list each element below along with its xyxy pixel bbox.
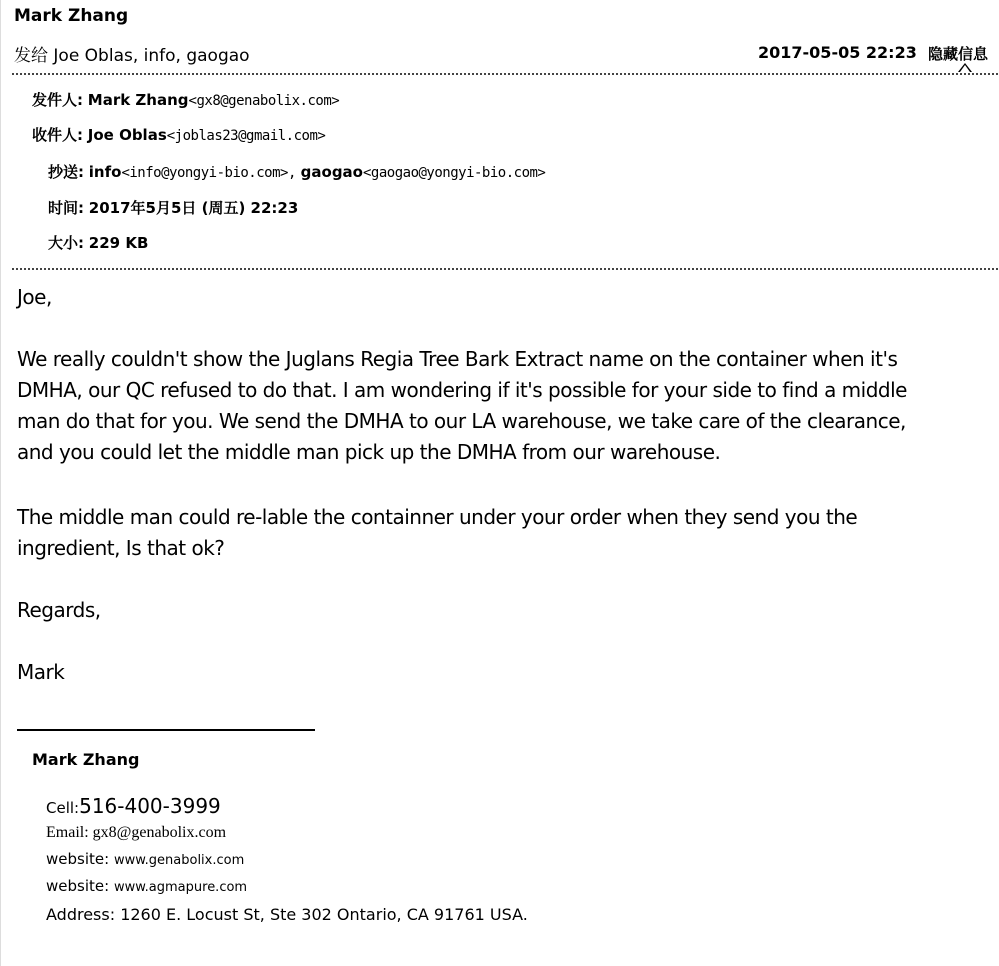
- from-address[interactable]: <gx8@genabolix.com>: [188, 93, 340, 109]
- signature-website-1: [46, 850, 244, 868]
- cc-name-2[interactable]: gaogao: [300, 163, 363, 181]
- website-link[interactable]: www.agmapure.com: [113, 880, 248, 895]
- header-divider-bottom: [12, 268, 998, 270]
- body-line: The middle man could re-lable the containner under your order when they send you the: [17, 505, 858, 529]
- to-name[interactable]: Joe Oblas: [87, 126, 167, 144]
- cc-label: 抄送:: [48, 163, 84, 181]
- page-left-edge: [0, 0, 1, 966]
- website-link[interactable]: www.genabolix.com: [113, 853, 245, 868]
- cc-address-1[interactable]: <info@yongyi-bio.com>,: [121, 165, 296, 181]
- cell-label: Cell:: [46, 799, 80, 817]
- size-label: 大小:: [48, 234, 84, 252]
- signature-name: Mark Zhang: [32, 750, 140, 769]
- to-label: 收件人:: [32, 126, 83, 144]
- sender-name: Mark Zhang: [14, 6, 129, 26]
- signature-divider: [17, 729, 315, 731]
- to-address[interactable]: <joblas23@gmail.com>: [166, 128, 326, 144]
- greeting: Joe,: [17, 285, 52, 309]
- hide-details-link[interactable]: 隐藏信息: [928, 45, 989, 63]
- signoff: Mark: [17, 660, 65, 684]
- from-label: 发件人:: [32, 91, 83, 109]
- website-label: website:: [46, 850, 110, 868]
- signature-address: Address: 1260 E. Locust St, Ste 302 Ontario, CA 91761 USA.: [46, 905, 528, 924]
- body-line: We really couldn't show the Juglans Regia Tree Bark Extract name on the container when it's: [17, 347, 898, 371]
- regards: Regards,: [17, 598, 101, 622]
- signature-email[interactable]: Email: gx8@genabolix.com: [46, 824, 227, 841]
- website-label: website:: [46, 877, 110, 895]
- time-row: [48, 197, 298, 218]
- body-line: ingredient, Is that ok?: [17, 536, 225, 560]
- body-line: man do that for you. We send the DMHA to our LA warehouse, we take care of the clearance,: [17, 409, 906, 433]
- from-row: [32, 89, 339, 110]
- signature-website-2: [46, 877, 247, 895]
- email-datetime: 2017-05-05 22:23: [758, 43, 917, 62]
- cc-row: [48, 161, 545, 182]
- from-name[interactable]: Mark Zhang: [87, 91, 189, 109]
- recipients-summary: 发给 Joe Oblas, info, gaogao: [14, 46, 250, 66]
- header-divider-top: [12, 73, 998, 75]
- cc-address-2[interactable]: <gaogao@yongyi-bio.com>: [363, 165, 546, 181]
- signature-cell-row: [46, 794, 221, 818]
- size-value: 229 KB: [88, 234, 149, 252]
- time-label: 时间:: [48, 199, 84, 217]
- size-row: [48, 232, 148, 253]
- to-row: [32, 124, 325, 145]
- body-line: DMHA, our QC refused to do that. I am wondering if it's possible for your side to find a middle: [17, 378, 907, 402]
- cc-name-1[interactable]: info: [88, 163, 122, 181]
- collapse-caret-icon[interactable]: [958, 63, 972, 72]
- cell-value: 516-400-3999: [79, 794, 221, 818]
- time-value: 2017年5月5日 (周五) 22:23: [88, 199, 299, 217]
- body-line: and you could let the middle man pick up the DMHA from our warehouse.: [17, 440, 721, 464]
